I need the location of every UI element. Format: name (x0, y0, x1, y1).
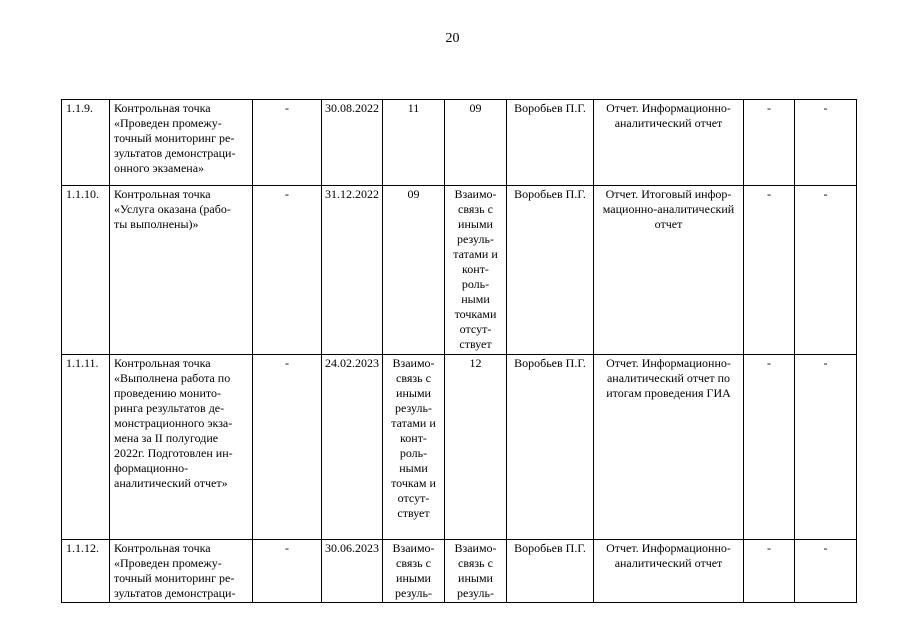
date-cell: 30.08.2022 (322, 100, 383, 186)
predecessor-cell: 11 (407, 101, 420, 115)
predecessor-cell: Взаимо- связь с иными резуль- (392, 541, 435, 600)
control-point-title: Контрольная точка «Услуга оказана (рабо- ты выполнены)» (114, 187, 231, 231)
document-cell: Отчет. Информационно- аналитический отчет (606, 541, 731, 570)
responsible-cell: Воробьев П.Г. (507, 540, 594, 603)
responsible-cell: Воробьев П.Г. (507, 186, 594, 355)
cell-dash: - (795, 355, 857, 540)
cell-dash: - (744, 540, 795, 603)
page-number: 20 (445, 31, 460, 46)
successor-cell: Взаимо- связь с иными резуль- (454, 541, 497, 600)
cell-dash: - (795, 540, 857, 603)
cell-dash: - (744, 100, 795, 186)
document-cell: Отчет. Итоговый инфор- мационно-аналитический отчет (602, 187, 735, 231)
plan-table (61, 99, 857, 603)
row-number: 1.1.12. (62, 540, 110, 603)
cell-dash: - (253, 540, 322, 603)
row-number: 1.1.10. (62, 186, 110, 355)
table-row (62, 100, 857, 186)
control-point-title: Контрольная точка «Выполнена работа по проведению монито- ринга результатов де- монстрационного экза- мена за II полугодие 2022г. Подготовлен ин- формационно- аналитический отчет» (114, 356, 233, 490)
responsible-cell: Воробьев П.Г. (507, 100, 594, 186)
cell-dash: - (253, 100, 322, 186)
successor-cell: 12 (469, 356, 482, 370)
control-point-title: Контрольная точка «Проведен промежу- точный мониторинг ре- зультатов демонстраци- (114, 541, 236, 600)
document-cell: Отчет. Информационно- аналитический отчет (606, 101, 731, 130)
cell-dash: - (253, 186, 322, 355)
cell-dash: - (795, 186, 857, 355)
cell-dash: - (744, 355, 795, 540)
document-cell: Отчет. Информационно- аналитический отчет по итогам проведения ГИА (606, 356, 731, 400)
date-cell: 31.12.2022 (322, 186, 383, 355)
successor-cell: 09 (469, 101, 482, 115)
predecessor-cell: Взаимо- связь с иными резуль- татами и конт- роль- ными точкам и отсут- ствует (391, 356, 436, 520)
table-row (62, 540, 857, 603)
row-number: 1.1.9. (62, 100, 110, 186)
date-cell: 24.02.2023 (322, 355, 383, 540)
control-point-title: Контрольная точка «Проведен промежу- точный мониторинг ре- зультатов демонстраци- онного экзамена» (114, 101, 236, 175)
cell-dash: - (744, 186, 795, 355)
successor-cell: Взаимо- связь с иными резуль- татами и конт- роль- ными точками отсут- ствует (453, 187, 498, 351)
responsible-cell: Воробьев П.Г. (507, 355, 594, 540)
table-row (62, 355, 857, 540)
table-row (62, 186, 857, 355)
cell-dash: - (253, 355, 322, 540)
date-cell: 30.06.2023 (322, 540, 383, 603)
predecessor-cell: 09 (407, 187, 420, 201)
cell-dash: - (795, 100, 857, 186)
row-number: 1.1.11. (62, 355, 110, 540)
